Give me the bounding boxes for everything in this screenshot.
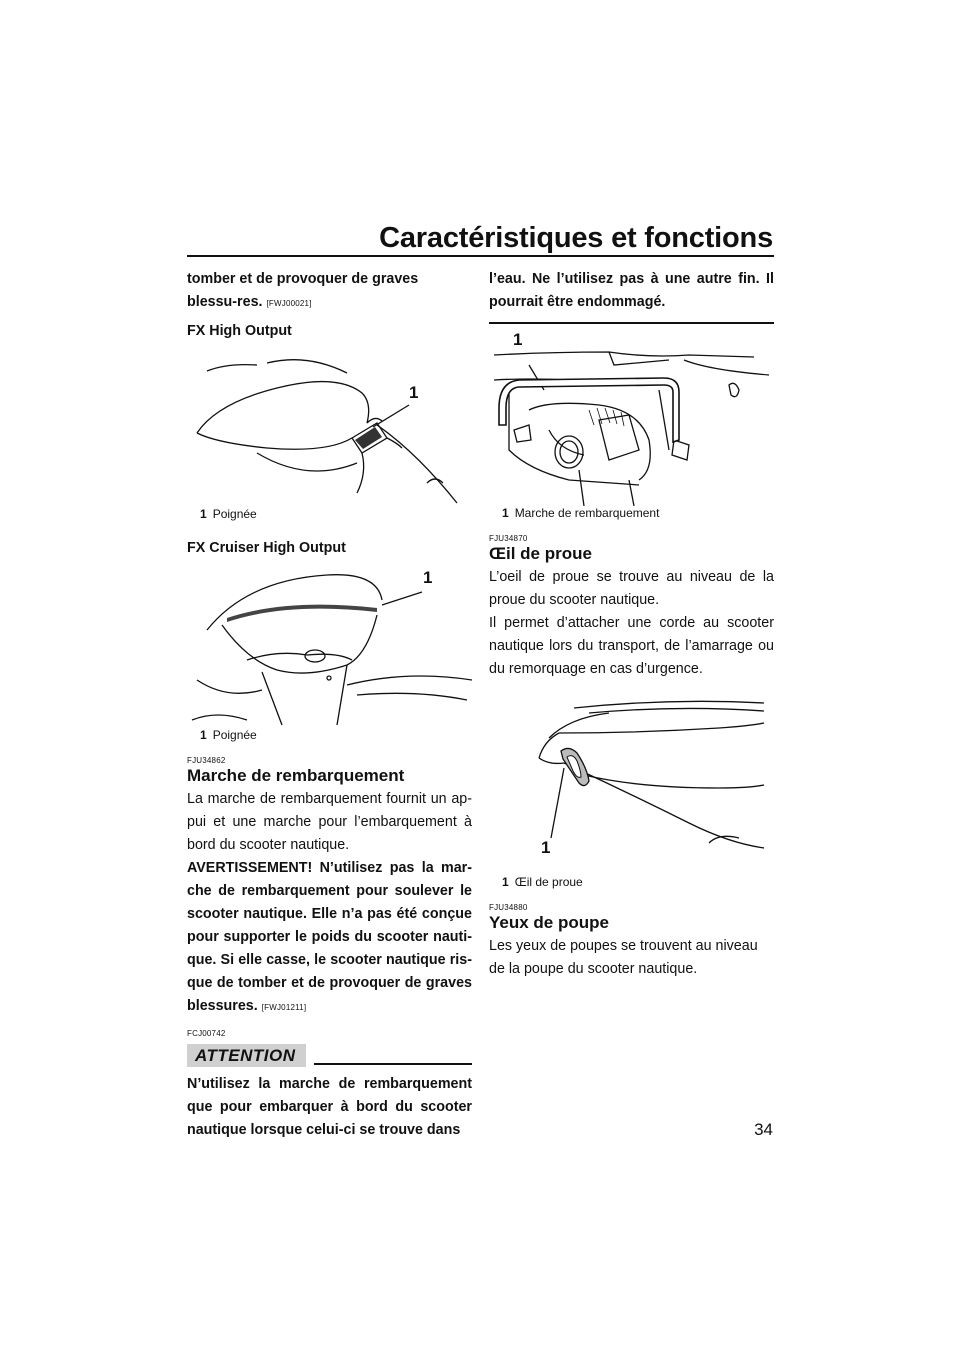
section1-code: FJU34862 — [187, 756, 226, 765]
fig3-caption — [502, 506, 774, 524]
fig1-title: FX High Output — [187, 323, 292, 339]
fig2-handle-illustration — [187, 560, 472, 728]
section3-code: FJU34880 — [489, 903, 528, 912]
fig4-caption — [502, 875, 774, 893]
intro-warning-text: tomber et de provoquer de graves blessu-res. — [187, 271, 419, 310]
attention-text: N’utilisez la marche de rembarquement que pour embarquer à bord du scooter nautique lorsque celui-ci se trouve dans — [187, 1076, 472, 1138]
section2-body1: L’oeil de proue se trouve au niveau de la proue du scooter nautique. — [489, 569, 774, 608]
fig4-drawing — [489, 693, 774, 875]
attention-end-rule — [489, 322, 774, 324]
section2-heading: Œil de proue — [489, 544, 592, 563]
fig3-drawing — [489, 330, 774, 506]
section2-body2: Il permet d’attacher une corde au scooter nautique lors du transport, de l’amarrage ou du remorquage en cas d’urgence. — [489, 615, 774, 677]
fig2-title: FX Cruiser High Output — [187, 540, 346, 556]
fig1-caption-number: 1 — [200, 507, 207, 521]
section1-warning — [187, 857, 472, 1019]
page-number: 34 — [754, 1120, 773, 1139]
fig3-boarding-step-illustration — [489, 330, 774, 506]
attention-badge: ATTENTION — [187, 1044, 306, 1067]
fig4-caption-text: Œil de proue — [514, 875, 583, 889]
fig1-callout: 1 — [409, 383, 419, 402]
section3-body: Les yeux de poupes se trouvent au niveau de la poupe du scooter nautique. — [489, 938, 758, 977]
section3-heading: Yeux de poupe — [489, 913, 609, 932]
intro-warning-code: [FWJ00021] — [266, 299, 312, 308]
section2-code: FJU34870 — [489, 534, 528, 543]
fig3-callout: 1 — [513, 330, 523, 349]
fig1-handle-illustration — [187, 343, 472, 507]
page-header-title: Caractéristiques et fonctions — [379, 222, 773, 254]
fig2-caption — [200, 728, 472, 746]
fig2-caption-number: 1 — [200, 728, 207, 742]
fig2-callout: 1 — [423, 568, 433, 587]
attention-rule — [314, 1063, 472, 1065]
fig4-bow-eye-illustration — [489, 693, 774, 875]
header-rule — [187, 255, 774, 257]
fig3-caption-text: Marche de rembarquement — [514, 506, 660, 520]
section1-body: La marche de rembarquement fournit un ap-pui et une marche pour l’embarquement à bord du scooter nautique. — [187, 791, 472, 853]
left-column — [187, 268, 472, 1142]
section1-warning-code: [FWJ01211] — [261, 1003, 307, 1012]
section1-heading: Marche de rembarquement — [187, 766, 405, 785]
fig1-caption-text: Poignée — [212, 507, 257, 521]
attention-text-continued: l’eau. Ne l’utilisez pas à une autre fin. Il pourrait être endommagé. — [489, 271, 774, 310]
fig1-drawing — [187, 343, 472, 507]
intro-warning-continuation — [187, 268, 472, 315]
fig4-callout: 1 — [541, 838, 551, 857]
right-column — [489, 268, 774, 981]
fig2-caption-text: Poignée — [212, 728, 257, 742]
attention-code: FCJ00742 — [187, 1029, 226, 1038]
attention-header — [187, 1044, 472, 1067]
fig4-caption-number: 1 — [502, 875, 509, 889]
fig1-caption — [200, 507, 472, 525]
section1-warning-text: AVERTISSEMENT! N’utilisez pas la mar-che de rembarquement pour soulever le scooter nautique. Elle n’a pas été conçue pour supporter le poids du scooter nauti-que. Si elle casse, le scooter nautique ris-que de tomber et de provoquer de graves blessures. — [187, 860, 472, 1014]
fig3-caption-number: 1 — [502, 506, 509, 520]
